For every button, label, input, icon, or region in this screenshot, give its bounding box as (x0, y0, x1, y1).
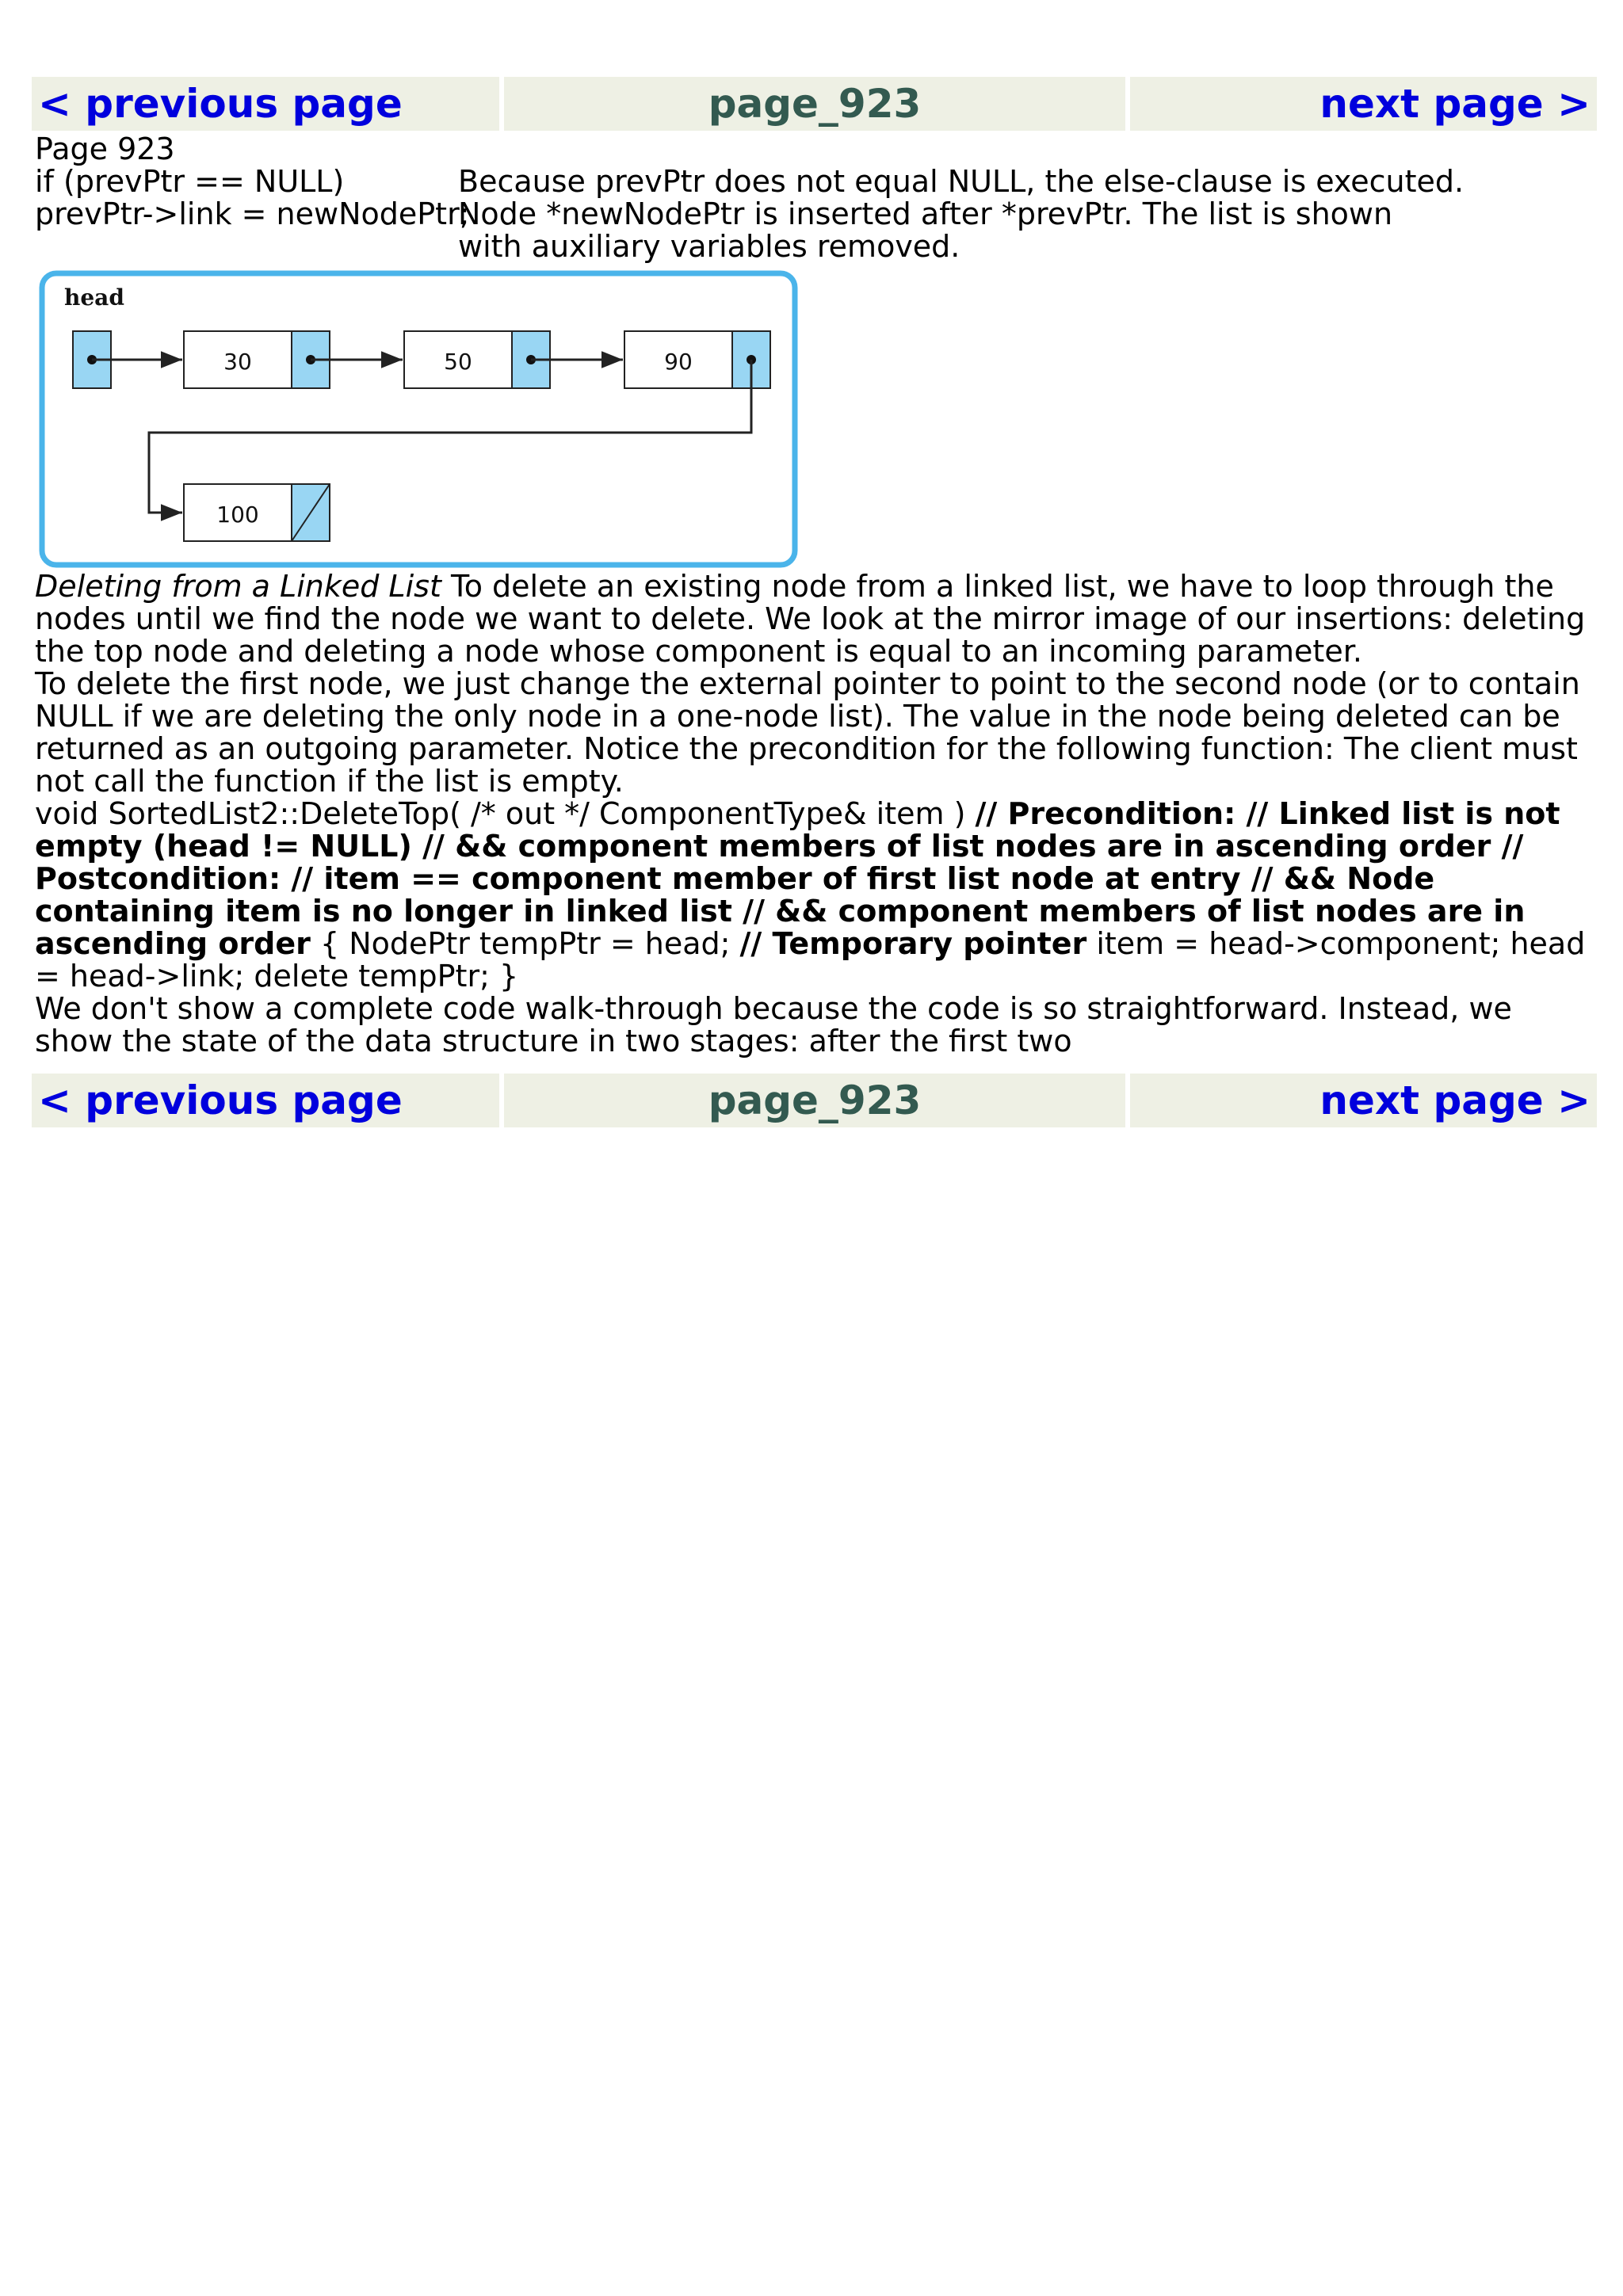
code-comment: // Temporary pointer (739, 926, 1087, 961)
list-node (624, 331, 770, 388)
page-title: page_923 (504, 77, 1125, 131)
list-node (404, 331, 550, 388)
previous-page-link[interactable]: < previous page (32, 1074, 499, 1127)
paragraph: To delete the first node, we just change the external pointer to point to the second node (or to contain NULL if we are deleting the only node in a one-node list). The value in the node being deleted can be returned as an outgoing parameter. Notice the precondition for the following function: The client must not call the function if the list is empty. (35, 666, 1580, 799)
node-value: 100 (216, 502, 259, 528)
head-label: head (64, 284, 124, 311)
node-value: 90 (664, 349, 693, 375)
section-title: Deleting from a Linked List (35, 569, 441, 604)
list-node (184, 484, 330, 541)
bottom-navigation (32, 1074, 1597, 1127)
code-block: void SortedList2::DeleteTop( /* out */ ComponentType& item ) // Precondition: // Linked list is not empty (head != NULL) // && component members of list nodes are in ascending order // Postcondition: // item == component member of first list node at entry // && Node containing item is no longer in linked list // && component members of list nodes are in ascending order { NodePtr tempPtr = head; // Temporary pointer item = head->component; head = head->link; delete tempPtr; } (35, 796, 1586, 994)
diagram-frame (42, 273, 795, 565)
page-number-label: Page 923 (35, 132, 175, 166)
code-line: prevPtr->link = newNodePtr; (35, 196, 470, 231)
code-comment: // Precondition: // Linked list is not empty (head != NULL) // && component members of list nodes are in ascending order // Postcondition: // item == component member of first list node at entry // && Node containing item is no longer in linked list // && component members of list nodes are in ascending order (35, 796, 1560, 961)
paragraph: Deleting from a Linked List To delete an existing node from a linked list, we have to loop through the nodes until we find the node we want to delete. We look at the mirror image of our insertions: deleting the top node and deleting a node whose component is equal to an incoming parameter. (35, 569, 1586, 669)
next-page-link[interactable]: next page > (1130, 77, 1597, 131)
paragraph: We don't show a complete code walk-through because the code is so straightforward. Instead, we show the state of the data structure in two stages: after the first two (35, 991, 1512, 1058)
linked-list-diagram (38, 269, 799, 569)
explanation-line: Node *newNodePtr is inserted after *prevPtr. The list is shown (458, 196, 1393, 231)
insertion-step-block (35, 133, 1588, 263)
next-page-link[interactable]: next page > (1130, 1074, 1597, 1127)
explanation-line: with auxiliary variables removed. (458, 229, 960, 264)
previous-page-link[interactable]: < previous page (32, 77, 499, 131)
section-body (35, 570, 1588, 1058)
node-value: 30 (223, 349, 252, 375)
node-value: 50 (444, 349, 472, 375)
list-node (184, 331, 330, 388)
top-navigation (32, 77, 1597, 131)
explanation-line: Because prevPtr does not equal NULL, the else-clause is executed. (458, 164, 1465, 199)
page-title: page_923 (504, 1074, 1125, 1127)
code-line: if (prevPtr == NULL) (35, 164, 345, 199)
